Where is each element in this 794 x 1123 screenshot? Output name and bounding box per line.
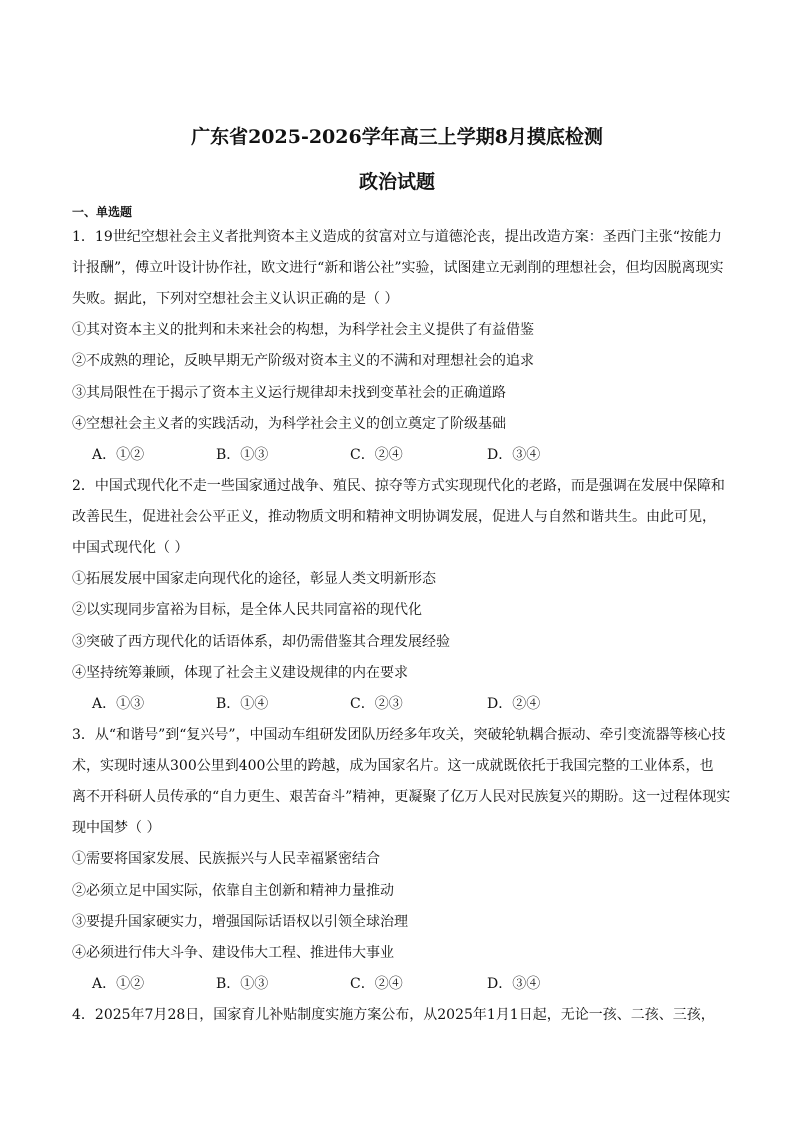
question-3-line-2: 术，实现时速从300公里到400公里的跨越，成为国家名片。这一成就既依托于我国完整的工业体系，也 <box>72 758 714 774</box>
exam-title: 广东省2025-2026学年高三上学期8月摸底检测 <box>191 126 603 148</box>
question-1-item-4: ④空想社会主义者的实践活动，为科学社会主义的创立奠定了阶级基础 <box>72 416 506 432</box>
question-2-item-3: ③突破了西方现代化的话语体系，却仍需借鉴其合理发展经验 <box>72 634 450 650</box>
question-1-line-2: 计报酬”，傅立叶设计协作社，欧文进行“新和谐公社”实验，试图建立无剥削的理想社会，但均因脱离现实 <box>72 260 724 276</box>
question-2-option-b: B．①④ <box>216 696 269 712</box>
question-3-option-b: B．①③ <box>216 976 269 992</box>
section-label: 一、单选题 <box>72 205 133 219</box>
question-1-item-2: ②不成熟的理论，反映早期无产阶级对资本主义的不满和对理想社会的追求 <box>72 353 534 369</box>
question-1-line-3: 失败。据此，下列对空想社会主义认识正确的是（ ） <box>72 291 399 307</box>
question-2-item-1: ①拓展发展中国家走向现代化的途径，彰显人类文明新形态 <box>72 571 436 587</box>
question-2-item-4: ④坚持统筹兼顾，体现了社会主义建设规律的内在要求 <box>72 665 408 681</box>
question-2-line-1: 2．中国式现代化不走一些国家通过战争、殖民、掠夺等方式实现现代化的老路，而是强调在发展中保障和 <box>72 478 725 494</box>
question-1-option-b: B．①③ <box>216 447 269 463</box>
question-1-option-c: C．②④ <box>350 447 403 463</box>
question-3-item-1: ①需要将国家发展、民族振兴与人民幸福紧密结合 <box>72 851 380 867</box>
question-1-item-1: ①其对资本主义的批判和未来社会的构想，为科学社会主义提供了有益借鉴 <box>72 322 534 338</box>
question-2-line-3: 中国式现代化（ ） <box>72 540 189 556</box>
question-2-line-2: 改善民生，促进社会公平正义，推动物质文明和精神文明协调发展，促进人与自然和谐共生。由此可见， <box>72 509 716 525</box>
question-3-option-d: D．③④ <box>487 976 541 992</box>
question-2-options <box>92 694 732 714</box>
question-3-line-4: 现中国梦（ ） <box>72 820 161 836</box>
question-3-item-2: ②必须立足中国实际，依靠自主创新和精神力量推动 <box>72 883 394 899</box>
question-2-item-2: ②以实现同步富裕为目标，是全体人民共同富裕的现代化 <box>72 602 422 618</box>
question-2-option-d: D．②④ <box>487 696 541 712</box>
question-3-option-c: C．②④ <box>350 976 403 992</box>
question-3-line-3: 离不开科研人员传承的“自力更生、艰苦奋斗”精神，更凝聚了亿万人民对民族复兴的期盼。这一过程体现实 <box>72 789 731 805</box>
exam-subtitle: 政治试题 <box>358 171 435 193</box>
question-3-option-a: A．①② <box>92 976 145 992</box>
question-1-options <box>92 445 732 465</box>
question-3-item-3: ③要提升国家硬实力，增强国际话语权以引领全球治理 <box>72 914 408 930</box>
question-3-line-1: 3．从“和谐号”到“复兴号”，中国动车组研发团队历经多年攻关，突破轮轨耦合振动、牵引变流器等核心技 <box>72 727 726 743</box>
question-3-item-4: ④必须进行伟大斗争、建设伟大工程、推进伟大事业 <box>72 945 394 961</box>
question-3-options <box>92 974 732 994</box>
question-4-line-1: 4．2025年7月28日，国家育儿补贴制度实施方案公布，从2025年1月1日起，无论一孩、二孩、三孩， <box>72 1007 715 1023</box>
question-2-option-a: A．①③ <box>92 696 145 712</box>
question-2-option-c: C．②③ <box>350 696 403 712</box>
question-1-item-3: ③其局限性在于揭示了资本主义运行规律却未找到变革社会的正确道路 <box>72 385 506 401</box>
question-1-line-1: 1．19世纪空想社会主义者批判资本主义造成的贫富对立与道德沦丧，提出改造方案：圣西门主张“按能力 <box>72 229 722 245</box>
question-1-option-a: A．①② <box>92 447 145 463</box>
question-1-option-d: D．③④ <box>487 447 541 463</box>
